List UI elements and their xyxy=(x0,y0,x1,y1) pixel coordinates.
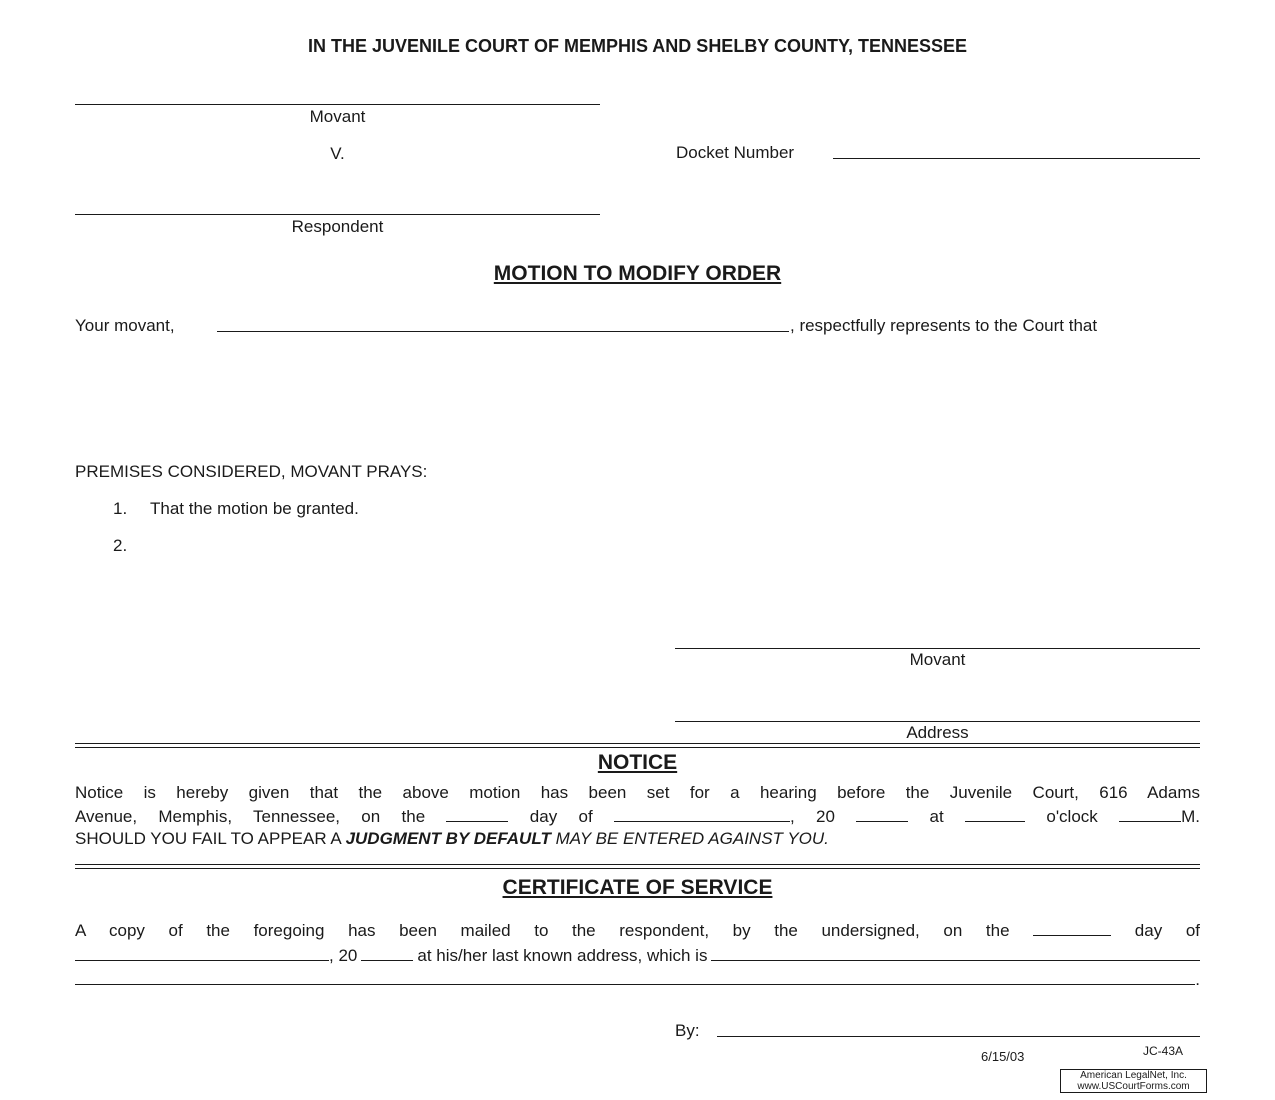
prayer-number-1: 1. xyxy=(113,499,128,518)
hearing-year-field[interactable] xyxy=(856,806,908,822)
certificate-line-1-b: day of xyxy=(1134,921,1200,940)
premises-text: PREMISES CONSIDERED, MOVANT PRAYS: xyxy=(75,462,428,481)
notice-line-3-suffix: MAY BE ENTERED AGAINST YOU. xyxy=(555,829,829,848)
mailing-year-field[interactable] xyxy=(361,945,413,961)
certificate-line-2 xyxy=(75,945,1200,966)
motion-title: MOTION TO MODIFY ORDER xyxy=(493,262,782,285)
certificate-line-1-a: A copy of the foregoing has been mailed to the respondent, by the undersigned, on the xyxy=(75,921,1010,940)
certificate-line-1 xyxy=(75,920,1200,941)
mailing-day-field[interactable] xyxy=(1033,920,1111,936)
publisher-name: American LegalNet, Inc. xyxy=(1080,1070,1187,1081)
notice-line-2-c: , 20 xyxy=(789,807,835,826)
respondent-name-line[interactable] xyxy=(75,214,600,215)
notice-line-2-b: day of xyxy=(529,807,593,826)
intro-prefix: Your movant, xyxy=(75,316,175,335)
movant-name-field[interactable] xyxy=(217,331,789,332)
hearing-hour-field[interactable] xyxy=(965,806,1025,822)
movant-name-line[interactable] xyxy=(75,104,600,105)
notice-line-2-e: o'clock xyxy=(1046,807,1098,826)
court-title: IN THE JUVENILE COURT OF MEMPHIS AND SHELBY COUNTY, TENNESSEE xyxy=(307,36,968,56)
form-number: JC-43A xyxy=(1143,1044,1184,1058)
prayer-number-2: 2. xyxy=(113,536,128,555)
default-judgment-warning: JUDGMENT BY DEFAULT xyxy=(345,829,551,848)
respondent-label: Respondent xyxy=(291,217,384,236)
address-line[interactable] xyxy=(675,721,1200,722)
certificate-line-2-a: , 20 xyxy=(329,946,358,965)
movant-label: Movant xyxy=(309,107,366,126)
notice-divider-top xyxy=(75,743,1200,748)
notice-line-3 xyxy=(75,829,829,849)
movant-signature-label: Movant xyxy=(909,650,966,669)
publisher-box[interactable] xyxy=(1060,1069,1207,1093)
docket-number-field[interactable] xyxy=(833,158,1200,159)
certificate-line-2-b: at his/her last known address, which is xyxy=(417,946,708,965)
hearing-day-field[interactable] xyxy=(446,806,508,822)
respondent-address-field[interactable] xyxy=(711,945,1200,961)
respondent-address-continued-field[interactable] xyxy=(75,969,1195,985)
certificate-line-3-end: . xyxy=(1195,970,1200,989)
publisher-url[interactable]: www.USCourtForms.com xyxy=(1077,1081,1190,1092)
notice-line-1: Notice is hereby given that the above motion has been set for a hearing before the Juvenile Court, 616 Adams xyxy=(75,783,1200,802)
notice-line-2-d: at xyxy=(929,807,944,826)
by-label: By: xyxy=(675,1021,700,1040)
notice-line-2 xyxy=(75,806,1200,827)
certificate-line-3 xyxy=(75,969,1200,990)
notice-line-3-prefix: SHOULD YOU FAIL TO APPEAR A xyxy=(75,829,341,848)
hearing-ampm-field[interactable] xyxy=(1119,806,1181,822)
versus-label: V. xyxy=(330,144,345,163)
notice-title: NOTICE xyxy=(597,751,678,774)
notice-line-2-f: M. xyxy=(1181,807,1200,826)
prayer-text-1: That the motion be granted. xyxy=(150,499,359,518)
signer-signature-field[interactable] xyxy=(717,1036,1200,1037)
hearing-month-field[interactable] xyxy=(614,806,790,822)
notice-line-2-a: Avenue, Memphis, Tennessee, on the xyxy=(75,807,426,826)
intro-suffix: , respectfully represents to the Court that xyxy=(790,316,1098,335)
certificate-divider-top xyxy=(75,864,1200,869)
mailing-month-field[interactable] xyxy=(75,945,329,961)
certificate-title: CERTIFICATE OF SERVICE xyxy=(502,876,773,899)
docket-number-label: Docket Number xyxy=(676,143,795,162)
address-label: Address xyxy=(906,723,969,742)
movant-signature-line[interactable] xyxy=(675,648,1200,649)
form-date: 6/15/03 xyxy=(981,1049,1025,1064)
